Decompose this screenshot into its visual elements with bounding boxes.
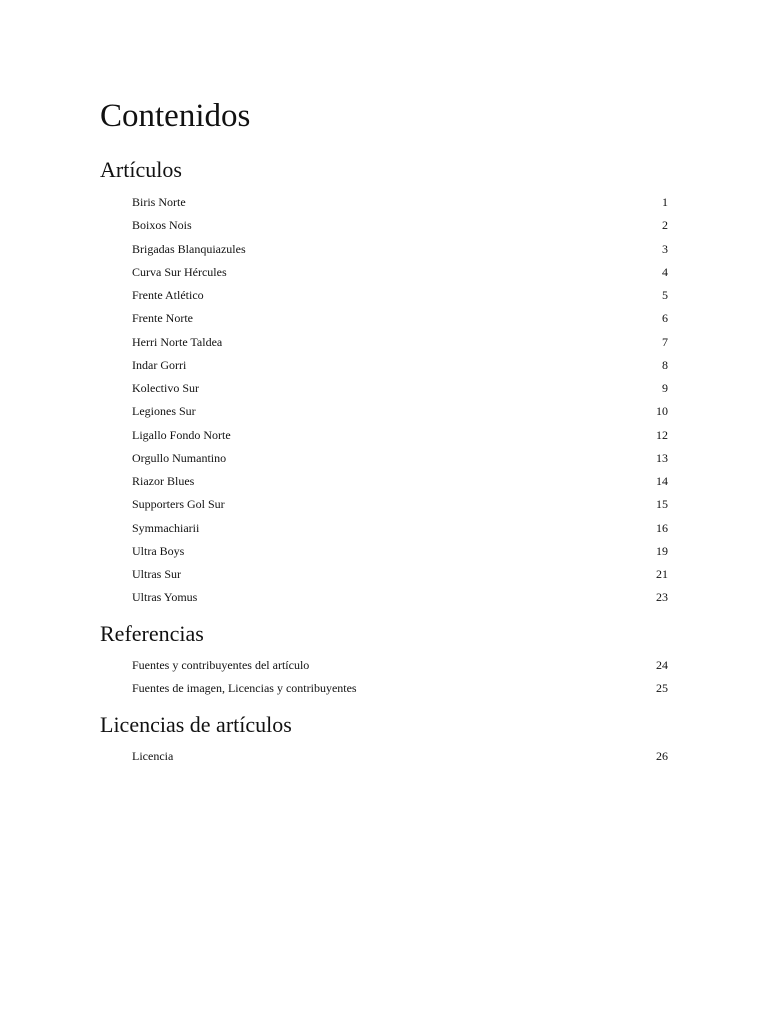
- toc-entry[interactable]: [132, 194, 668, 217]
- toc-entry-page-number: 26: [656, 749, 668, 763]
- toc-entry-title[interactable]: Kolectivo Sur: [132, 381, 199, 395]
- toc-entry-page-number: 7: [662, 334, 668, 349]
- toc-entry-page-number: 15: [656, 497, 668, 512]
- toc-entry-title[interactable]: Ligallo Fondo Norte: [132, 427, 231, 442]
- section-heading: Referencias: [100, 621, 204, 646]
- toc-entry-title[interactable]: Frente Atlético: [132, 288, 204, 302]
- toc-entry-title[interactable]: Brigadas Blanquiazules: [132, 241, 246, 256]
- toc-entry-title[interactable]: Herri Norte Taldea: [132, 334, 223, 349]
- toc-entry-title[interactable]: Riazor Blues: [132, 474, 195, 488]
- toc-entry[interactable]: [132, 264, 668, 287]
- toc-entry-title[interactable]: Fuentes y contribuyentes del artículo: [132, 658, 310, 672]
- toc-entry-page-number: 24: [656, 658, 668, 672]
- toc-entry[interactable]: [132, 450, 668, 473]
- toc-entry-title[interactable]: Licencia: [132, 749, 174, 763]
- toc-entry-page-number: 19: [656, 543, 668, 558]
- toc-entry[interactable]: [132, 520, 668, 543]
- toc-entry-page-number: 6: [662, 311, 668, 326]
- toc-entry-page-number: 2: [662, 218, 668, 233]
- toc-entry-title[interactable]: Supporters Gol Sur: [132, 497, 225, 512]
- toc-entry[interactable]: [132, 543, 668, 566]
- toc-entry[interactable]: [132, 357, 668, 380]
- toc-entry[interactable]: [132, 334, 668, 357]
- toc-entry-page-number: 10: [656, 404, 668, 419]
- toc-entry[interactable]: [132, 496, 668, 519]
- toc-entry-page-number: 8: [662, 357, 668, 372]
- toc-entry[interactable]: [132, 427, 668, 450]
- section-heading: Artículos: [100, 157, 182, 182]
- toc-entry-title[interactable]: Symmachiarii: [132, 520, 200, 535]
- toc-entry[interactable]: [132, 473, 668, 496]
- toc-entry-page-number: 12: [656, 427, 668, 442]
- toc-entry-list: [132, 748, 668, 771]
- toc-entry[interactable]: [132, 403, 668, 426]
- toc-entry-page-number: 21: [656, 567, 668, 581]
- toc-entry-list: [132, 194, 668, 613]
- toc-entry[interactable]: [132, 657, 668, 680]
- toc-entry-list: [132, 657, 668, 704]
- toc-entry-page-number: 4: [662, 264, 668, 279]
- toc-entry-page-number: 23: [656, 590, 668, 605]
- toc-entry-title[interactable]: Orgullo Numantino: [132, 450, 227, 465]
- toc-entry-title[interactable]: Frente Norte: [132, 311, 193, 326]
- toc-entry[interactable]: [132, 680, 668, 703]
- toc-entry-title[interactable]: Curva Sur Hércules: [132, 264, 227, 279]
- section-heading: Licencias de artículos: [100, 712, 292, 737]
- toc-entry-title[interactable]: Boixos Nois: [132, 218, 192, 233]
- toc-entry[interactable]: [132, 310, 668, 333]
- toc-entry-title[interactable]: Ultras Sur: [132, 567, 181, 581]
- toc-entry-page-number: 25: [656, 681, 668, 696]
- toc-entry-page-number: 1: [662, 195, 668, 209]
- toc-entry-page-number: 9: [662, 381, 668, 395]
- toc-entry[interactable]: [132, 217, 668, 240]
- toc-entry[interactable]: [132, 589, 668, 612]
- toc-entry-page-number: 5: [662, 288, 668, 302]
- toc-entry-title[interactable]: Legiones Sur: [132, 404, 196, 419]
- toc-entry[interactable]: [132, 748, 668, 771]
- toc-entry-title[interactable]: Indar Gorri: [132, 357, 187, 372]
- page-title: Contenidos: [100, 98, 251, 134]
- toc-entry-title[interactable]: Biris Norte: [132, 195, 186, 209]
- toc-entry-page-number: 16: [656, 520, 668, 535]
- toc-entry-page-number: 14: [656, 474, 668, 488]
- toc-entry-title[interactable]: Ultras Yomus: [132, 590, 198, 605]
- toc-entry-title[interactable]: Ultra Boys: [132, 543, 185, 558]
- toc-entry-page-number: 3: [662, 241, 668, 256]
- toc-entry[interactable]: [132, 241, 668, 264]
- toc-entry-page-number: 13: [656, 450, 668, 465]
- toc-entry[interactable]: [132, 380, 668, 403]
- toc-entry[interactable]: [132, 566, 668, 589]
- toc-entry[interactable]: [132, 287, 668, 310]
- toc-entry-title[interactable]: Fuentes de imagen, Licencias y contribuyentes: [132, 681, 357, 696]
